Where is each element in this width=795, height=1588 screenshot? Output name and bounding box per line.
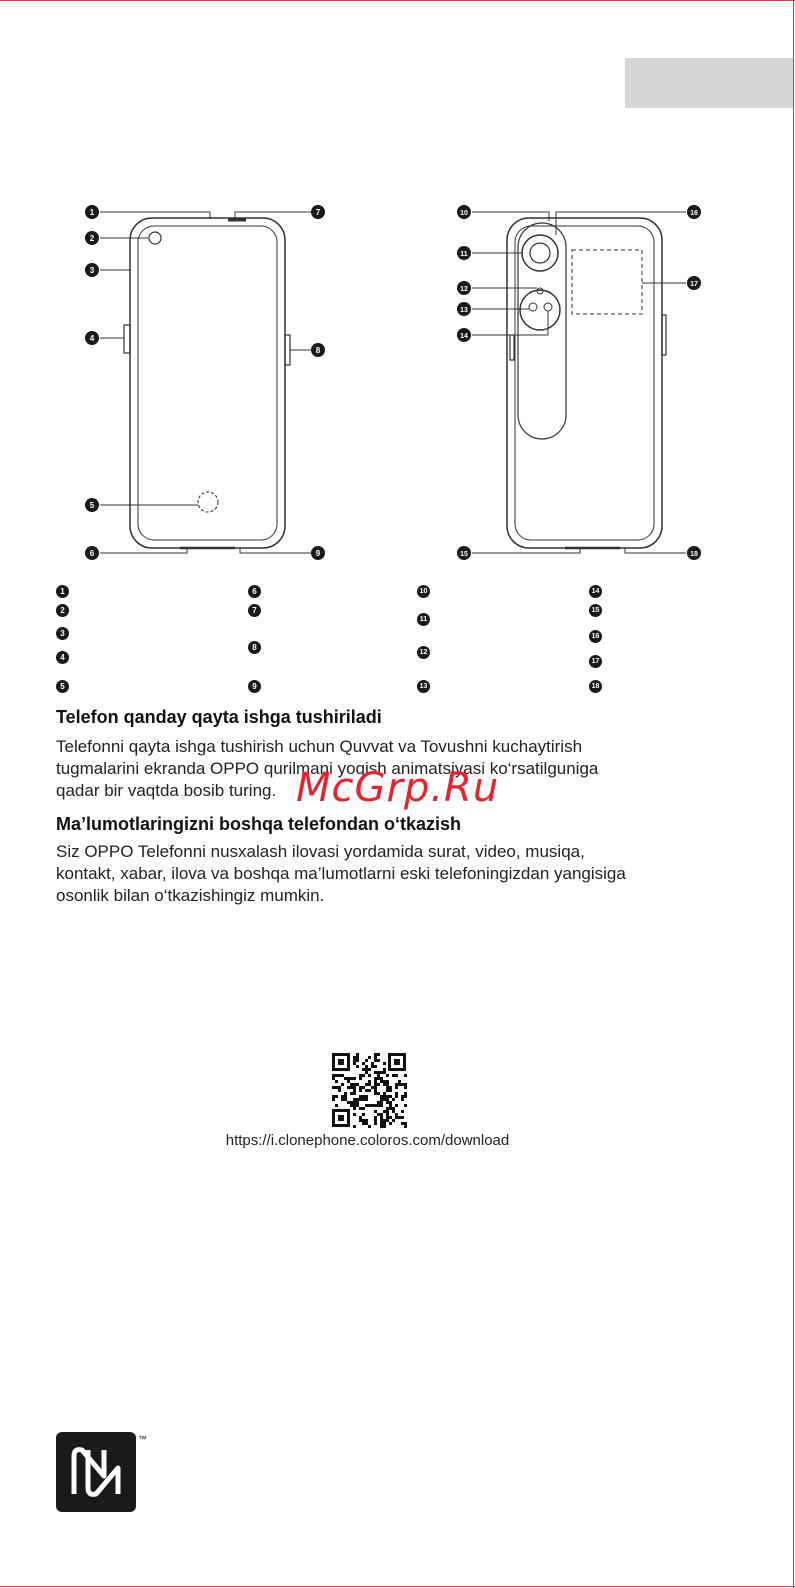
legend-number-14: 14 — [589, 585, 602, 598]
transfer-heading: Ma’lumotlaringizni boshqa telefondan o‘tkazish — [56, 814, 462, 834]
main-camera-icon — [522, 235, 558, 271]
legend-number-12: 12 — [417, 646, 430, 659]
watermark: McGrp.Ru — [296, 765, 500, 811]
callout-18 — [687, 546, 701, 560]
svg-text:14: 14 — [460, 333, 468, 340]
callout-5 — [85, 498, 99, 512]
legend-number-18: 18 — [589, 680, 602, 693]
svg-text:9: 9 — [315, 549, 321, 558]
nfc-area — [572, 250, 642, 314]
callout-10 — [457, 205, 471, 219]
volume-buttons — [124, 325, 130, 353]
transfer-line-2: kontakt, xabar, ilova va boshqa ma’lumotlarni eski telefoningizdan yangisiga — [56, 864, 626, 883]
legend-number-10: 10 — [417, 585, 430, 598]
qr-code-icon — [331, 1052, 407, 1128]
callout-4 — [85, 331, 99, 345]
callout-6 — [85, 546, 99, 560]
restart-heading: Telefon qanday qayta ishga tushiriladi — [56, 707, 382, 727]
callout-1 — [85, 205, 99, 219]
front-camera-icon — [149, 232, 161, 244]
nfc-logo-icon — [56, 1432, 152, 1512]
legend-number-2: 2 — [56, 604, 69, 617]
page-frame-bottom — [0, 1586, 795, 1587]
front-leader-lines — [100, 212, 311, 553]
restart-line-1: Telefonni qayta ishga tushirish uchun Quvvat va Tovushni kuchaytirish — [56, 737, 583, 756]
svg-text:13: 13 — [460, 307, 468, 314]
legend-number-6: 6 — [248, 585, 261, 598]
secondary-camera-module — [520, 290, 560, 330]
callout-15 — [457, 546, 471, 560]
svg-text:6: 6 — [89, 549, 95, 558]
legend — [56, 585, 736, 705]
callout-9 — [311, 546, 325, 560]
callout-14 — [457, 328, 471, 342]
restart-line-2: tugmalarini ekranda OPPO qurilmani yoqish animatsiyasi ko‘rsatilguniga — [56, 759, 599, 778]
legend-number-7: 7 — [248, 604, 261, 617]
legend-number-5: 5 — [56, 680, 69, 693]
callout-8 — [311, 343, 325, 357]
legend-number-17: 17 — [589, 655, 602, 668]
back-phone-inner — [515, 226, 654, 540]
page-frame-top — [0, 0, 795, 1]
svg-text:11: 11 — [460, 251, 468, 258]
legend-number-16: 16 — [589, 630, 602, 643]
back-phone — [507, 218, 666, 548]
download-url-text[interactable]: https://i.clonephone.coloros.com/download — [225, 1132, 510, 1149]
callout-12 — [457, 281, 471, 295]
callout-2 — [85, 231, 99, 245]
svg-text:3: 3 — [89, 266, 95, 275]
phone-diagram — [0, 195, 795, 585]
legend-number-1: 1 — [56, 585, 69, 598]
svg-text:15: 15 — [460, 551, 468, 558]
fingerprint-sensor-icon — [198, 492, 218, 512]
restart-line-3: qadar bir vaqtda bosib turing. — [56, 781, 277, 800]
svg-text:5: 5 — [89, 501, 95, 510]
transfer-line-1: Siz OPPO Telefonni nusxalash ilovasi yordamida surat, video, musiqa, — [56, 842, 585, 861]
callout-11 — [457, 246, 471, 260]
svg-text:12: 12 — [460, 286, 468, 293]
legend-number-15: 15 — [589, 604, 602, 617]
svg-text:16: 16 — [690, 210, 698, 217]
legend-number-9: 9 — [248, 680, 261, 693]
svg-text:17: 17 — [690, 281, 698, 288]
legend-number-8: 8 — [248, 641, 261, 654]
callout-13 — [457, 302, 471, 316]
front-phone-body — [130, 218, 285, 548]
svg-text:4: 4 — [89, 334, 95, 343]
callout-17 — [687, 276, 701, 290]
front-phone — [124, 218, 290, 548]
callout-16 — [687, 205, 701, 219]
svg-text:18: 18 — [690, 551, 698, 558]
svg-text:10: 10 — [460, 210, 468, 217]
transfer-paragraph — [56, 841, 746, 907]
section-tab — [625, 58, 793, 108]
callout-7 — [311, 205, 325, 219]
legend-number-3: 3 — [56, 627, 69, 640]
svg-text:1: 1 — [89, 208, 95, 217]
callouts — [85, 205, 701, 560]
svg-text:8: 8 — [315, 346, 321, 355]
svg-text:2: 2 — [89, 234, 95, 243]
transfer-line-3: osonlik bilan o‘tkazishingiz mumkin. — [56, 886, 325, 905]
legend-number-4: 4 — [56, 651, 69, 664]
callout-3 — [85, 263, 99, 277]
svg-text:™: ™ — [138, 1434, 147, 1444]
legend-number-13: 13 — [417, 680, 430, 693]
svg-text:7: 7 — [315, 208, 321, 217]
front-phone-screen — [138, 226, 277, 540]
download-url[interactable] — [0, 1132, 735, 1149]
legend-number-11: 11 — [417, 613, 430, 626]
phone-diagram-svg — [0, 195, 795, 585]
camera-strip — [518, 223, 566, 439]
